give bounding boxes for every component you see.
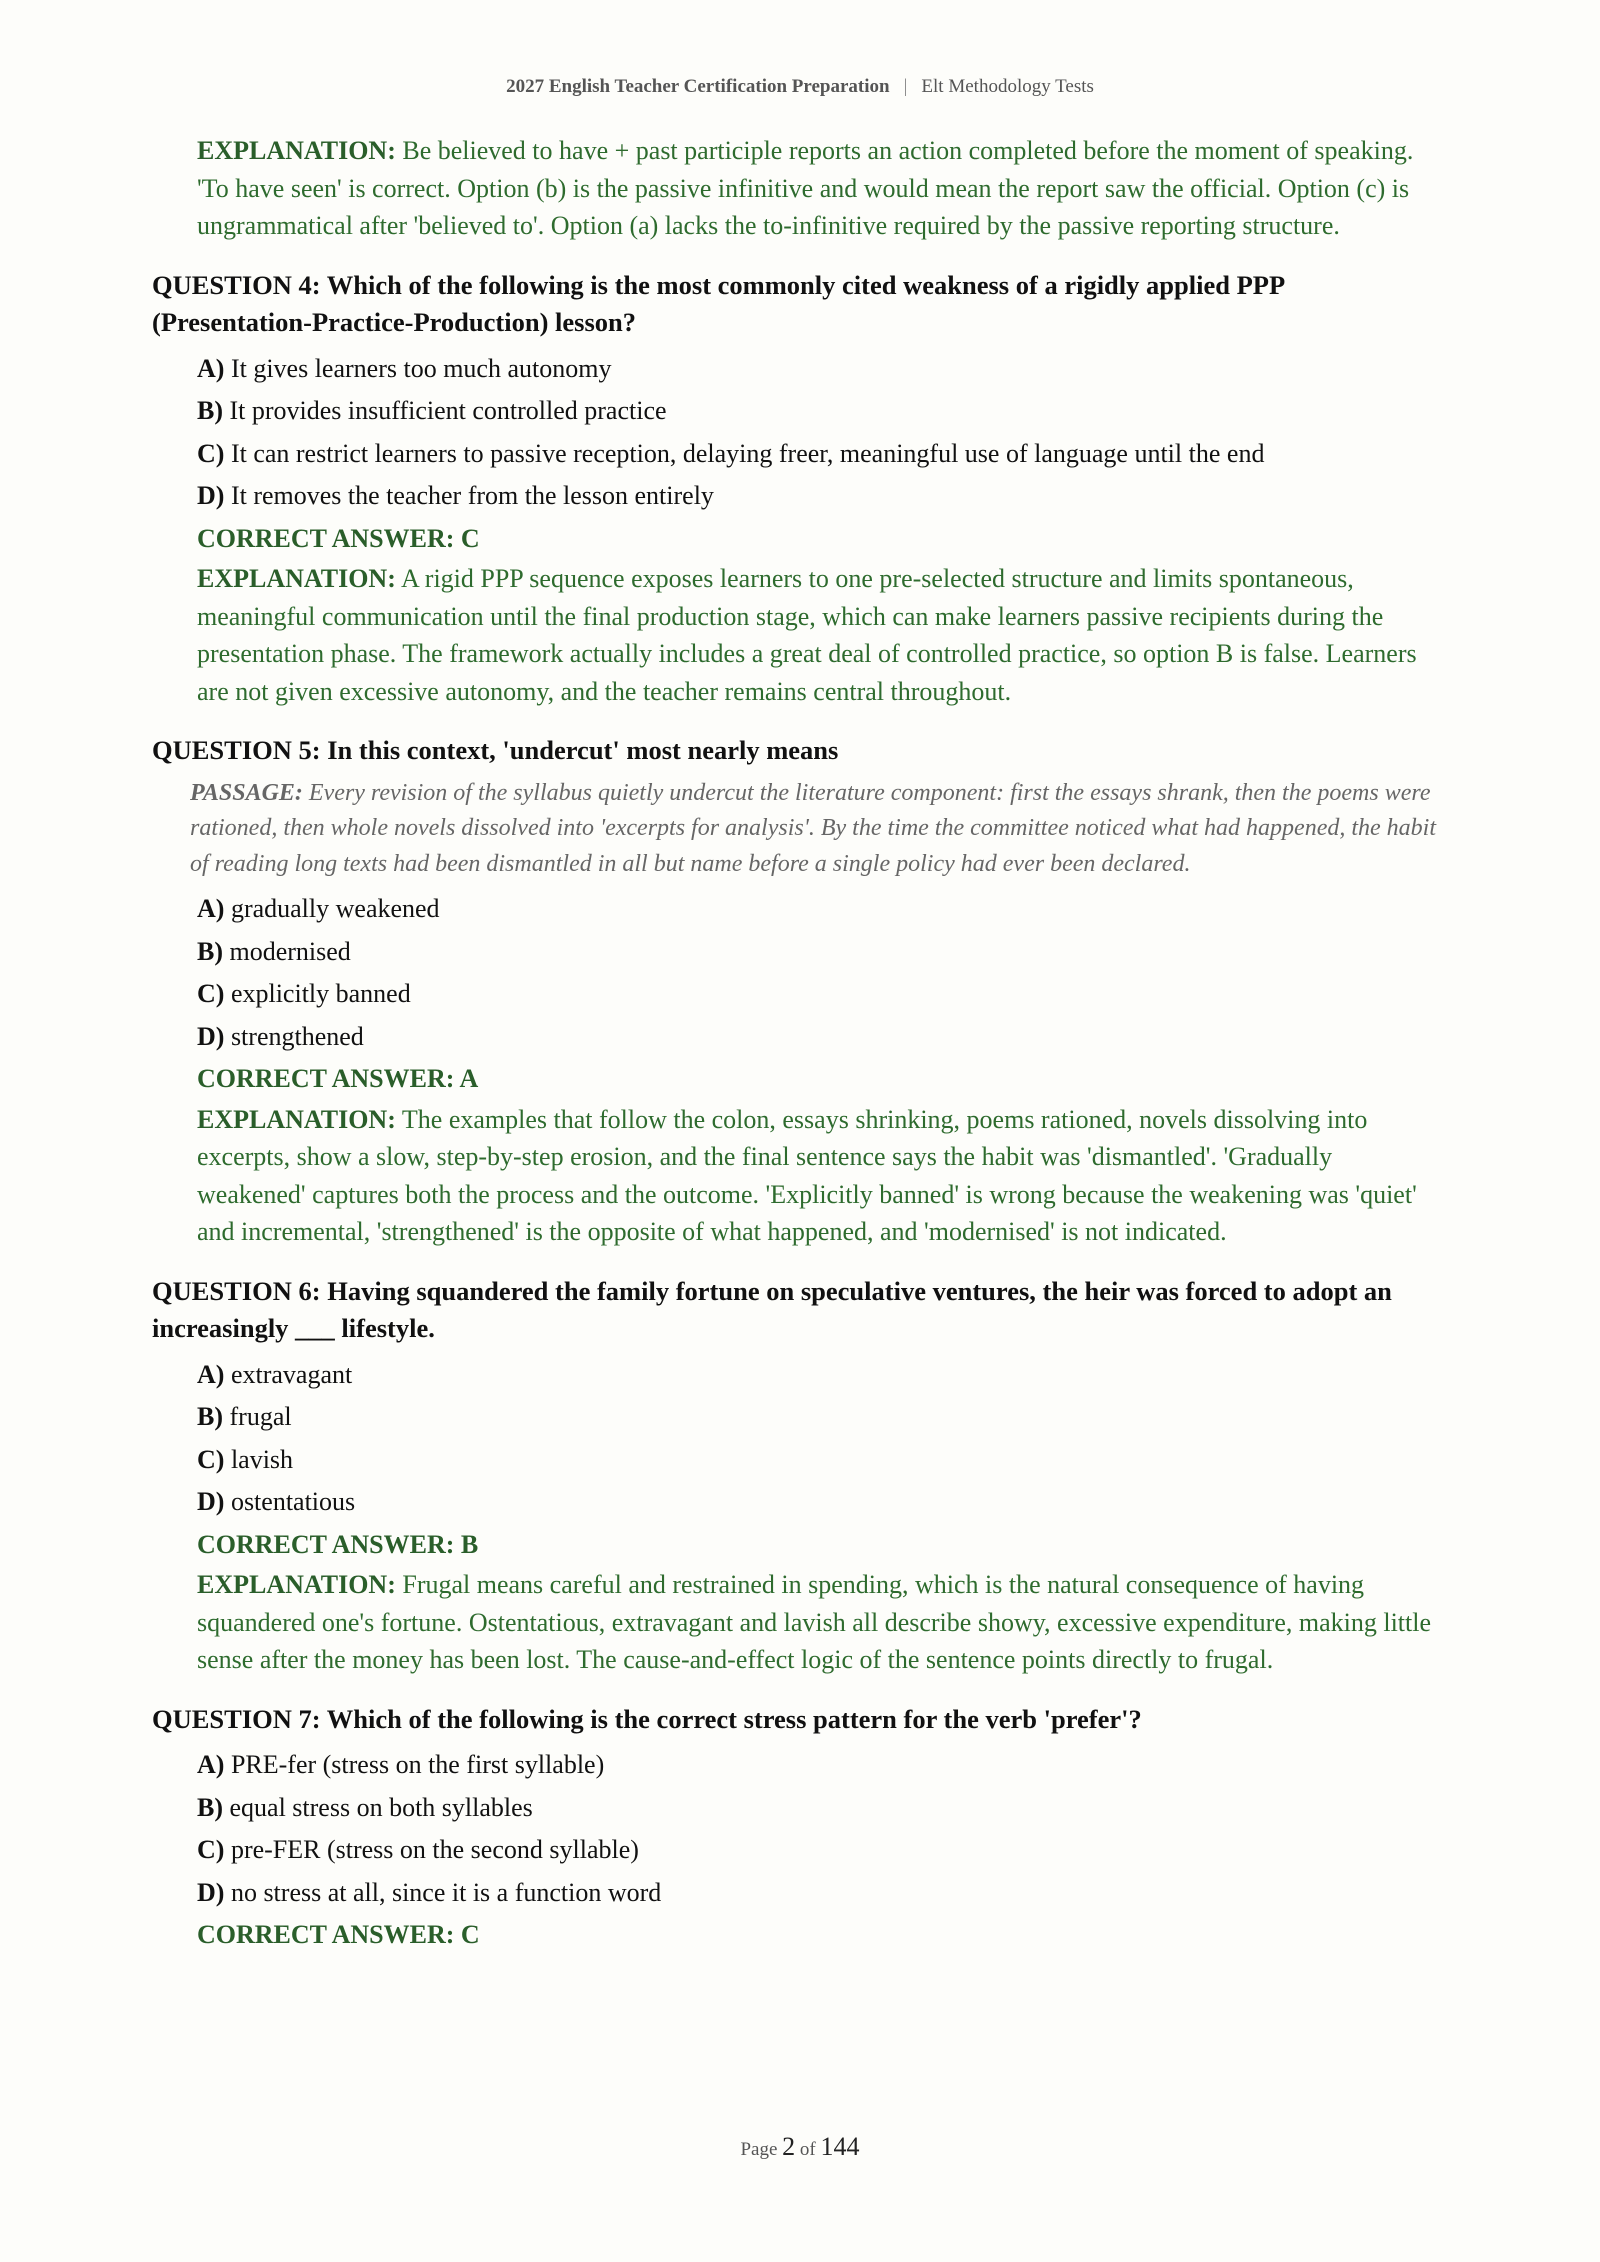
question-5-prompt bbox=[152, 732, 1442, 770]
option-b bbox=[197, 390, 1442, 433]
explanation-q5 bbox=[197, 1101, 1442, 1251]
option-text: modernised bbox=[229, 936, 351, 966]
option-text: equal stress on both syllables bbox=[229, 1792, 533, 1822]
question-7-prompt bbox=[152, 1701, 1442, 1739]
correct-answer: CORRECT ANSWER: B bbox=[197, 1529, 479, 1559]
header-title: 2027 English Teacher Certification Preparation bbox=[506, 76, 890, 97]
option-text: extravagant bbox=[230, 1359, 353, 1389]
option-letter: A) bbox=[197, 353, 225, 383]
question-6-prompt bbox=[152, 1273, 1442, 1348]
passage-text: Every revision of the syllabus quietly undercut the literature component: first the essays shrank, then the poems were rationed, then whole novels dissolved into 'excerpts for analysis'. By the time the committee noticed what had happened, the habit of reading long texts had been dismantled in all but name before a single policy had ever been declared. bbox=[190, 779, 1437, 877]
question-text: In this context, 'undercut' most nearly means bbox=[327, 735, 839, 765]
explanation-text: Frugal means careful and restrained in spending, which is the natural consequence of having squandered one's fortune. Ostentatious, extravagant and lavish all describe showy, excessive expenditure, making little sense after the money has been lost. The cause-and-effect logic of the sentence points directly to frugal. bbox=[197, 1570, 1432, 1674]
option-letter: C) bbox=[197, 1444, 225, 1474]
option-letter: C) bbox=[197, 979, 225, 1008]
option-text: PRE-fer (stress on the first syllable) bbox=[230, 1750, 605, 1779]
explanation-text: The examples that follow the colon, essays shrinking, poems rationed, novels dissolving into excerpts, show a slow, step-by-step erosion, and the final sentence says the habit was 'dismantled'. 'Gradually weakened' captures both the process and the outcome. 'Explicitly banned' is wrong because the weakening was 'quiet' and incremental, 'strengthened' is the opposite of what happened, and 'modernised' is not indicated. bbox=[197, 1104, 1417, 1246]
option-text: strengthened bbox=[230, 1021, 364, 1051]
correct-answer: CORRECT ANSWER: A bbox=[197, 1064, 479, 1093]
option-b bbox=[197, 1787, 1442, 1830]
option-text: pre-FER (stress on the second syllable) bbox=[230, 1835, 639, 1864]
explanation-text: A rigid PPP sequence exposes learners to one pre-selected structure and limits spontaneous, meaningful communication until the final production stage, which can make learners passive recipients during the presentation phase. The framework actually includes a great deal of controlled practice, so option B is false. Learners are not given excessive autonomy, and the teacher remains central throughout. bbox=[197, 564, 1417, 706]
option-text: no stress at all, since it is a function word bbox=[230, 1877, 662, 1907]
option-letter: D) bbox=[197, 481, 225, 510]
explanation-label: EXPLANATION: bbox=[197, 564, 396, 593]
option-letter: D) bbox=[197, 1487, 225, 1516]
page-header bbox=[0, 76, 1600, 98]
page-content bbox=[152, 132, 1442, 1957]
question-label: QUESTION 6: bbox=[152, 1275, 321, 1306]
option-letter: C) bbox=[197, 438, 225, 468]
question-text: Which of the following is the correct stress pattern for the verb 'prefer'? bbox=[326, 1703, 1142, 1734]
option-a bbox=[197, 348, 1442, 391]
option-text: ostentatious bbox=[230, 1487, 356, 1516]
option-letter: B) bbox=[197, 936, 223, 966]
option-d bbox=[197, 1016, 1442, 1059]
question-label: QUESTION 7: bbox=[152, 1703, 321, 1734]
explanation-label: EXPLANATION: bbox=[197, 1104, 396, 1134]
page-number: 2 bbox=[782, 2132, 796, 2161]
explanation-text: Be believed to have + past participle reports an action completed before the moment of speaking. 'To have seen' is correct. Option (b) is the passive infinitive and would mean the report saw the official. Option (c) is ungrammatical after 'believed to'. Option (a) lacks the to-infinitive required by the passive reporting structure. bbox=[197, 136, 1414, 240]
option-d bbox=[197, 475, 1442, 518]
option-text: It can restrict learners to passive reception, delaying freer, meaningful use of language until the end bbox=[230, 438, 1265, 468]
option-c bbox=[197, 1829, 1442, 1872]
correct-answer: CORRECT ANSWER: C bbox=[197, 1920, 480, 1949]
option-letter: D) bbox=[197, 1021, 225, 1051]
question-label: QUESTION 5: bbox=[152, 735, 321, 765]
option-letter: C) bbox=[197, 1835, 225, 1864]
explanation-label: EXPLANATION: bbox=[197, 136, 396, 165]
question-text: Which of the following is the most commonly cited weakness of a rigidly applied PPP (Presentation-Practice-Production) lesson? bbox=[152, 269, 1284, 337]
option-text: It removes the teacher from the lesson entirely bbox=[230, 481, 714, 510]
option-a bbox=[197, 888, 1442, 931]
option-letter: A) bbox=[197, 1750, 225, 1779]
passage-label: PASSAGE: bbox=[190, 779, 303, 806]
page-word: Page bbox=[740, 2139, 778, 2160]
explanation-q3 bbox=[197, 132, 1442, 245]
option-text: frugal bbox=[229, 1402, 292, 1431]
option-text: It provides insufficient controlled practice bbox=[229, 396, 667, 425]
option-c bbox=[197, 1439, 1442, 1482]
passage bbox=[190, 776, 1442, 883]
option-letter: A) bbox=[197, 894, 225, 923]
option-text: explicitly banned bbox=[230, 979, 411, 1008]
option-text: It gives learners too much autonomy bbox=[230, 353, 612, 383]
question-label: QUESTION 4: bbox=[152, 269, 321, 300]
option-b bbox=[197, 931, 1442, 974]
question-4-prompt bbox=[152, 267, 1442, 342]
page-footer bbox=[0, 2132, 1600, 2162]
option-letter: B) bbox=[197, 1402, 223, 1431]
explanation-label: EXPLANATION: bbox=[197, 1570, 396, 1599]
option-a bbox=[197, 1744, 1442, 1787]
correct-answer: CORRECT ANSWER: C bbox=[197, 523, 480, 553]
option-text: lavish bbox=[230, 1444, 294, 1474]
option-c bbox=[197, 433, 1442, 476]
total-pages: 144 bbox=[820, 2132, 860, 2161]
option-d bbox=[197, 1872, 1442, 1915]
of-word: of bbox=[799, 2139, 816, 2160]
option-a bbox=[197, 1354, 1442, 1397]
header-section: Elt Methodology Tests bbox=[921, 76, 1094, 97]
question-text: Having squandered the family fortune on speculative ventures, the heir was forced to adopt an increasingly ___ lifestyle. bbox=[152, 1275, 1392, 1343]
option-d bbox=[197, 1481, 1442, 1524]
option-letter: D) bbox=[197, 1877, 225, 1907]
option-letter: B) bbox=[197, 1792, 223, 1822]
option-b bbox=[197, 1396, 1442, 1439]
option-text: gradually weakened bbox=[230, 894, 440, 923]
explanation-q6 bbox=[197, 1566, 1442, 1679]
explanation-q4 bbox=[197, 560, 1442, 710]
option-letter: B) bbox=[197, 396, 223, 425]
option-letter: A) bbox=[197, 1359, 225, 1389]
header-separator: | bbox=[903, 76, 908, 97]
option-c bbox=[197, 973, 1442, 1016]
